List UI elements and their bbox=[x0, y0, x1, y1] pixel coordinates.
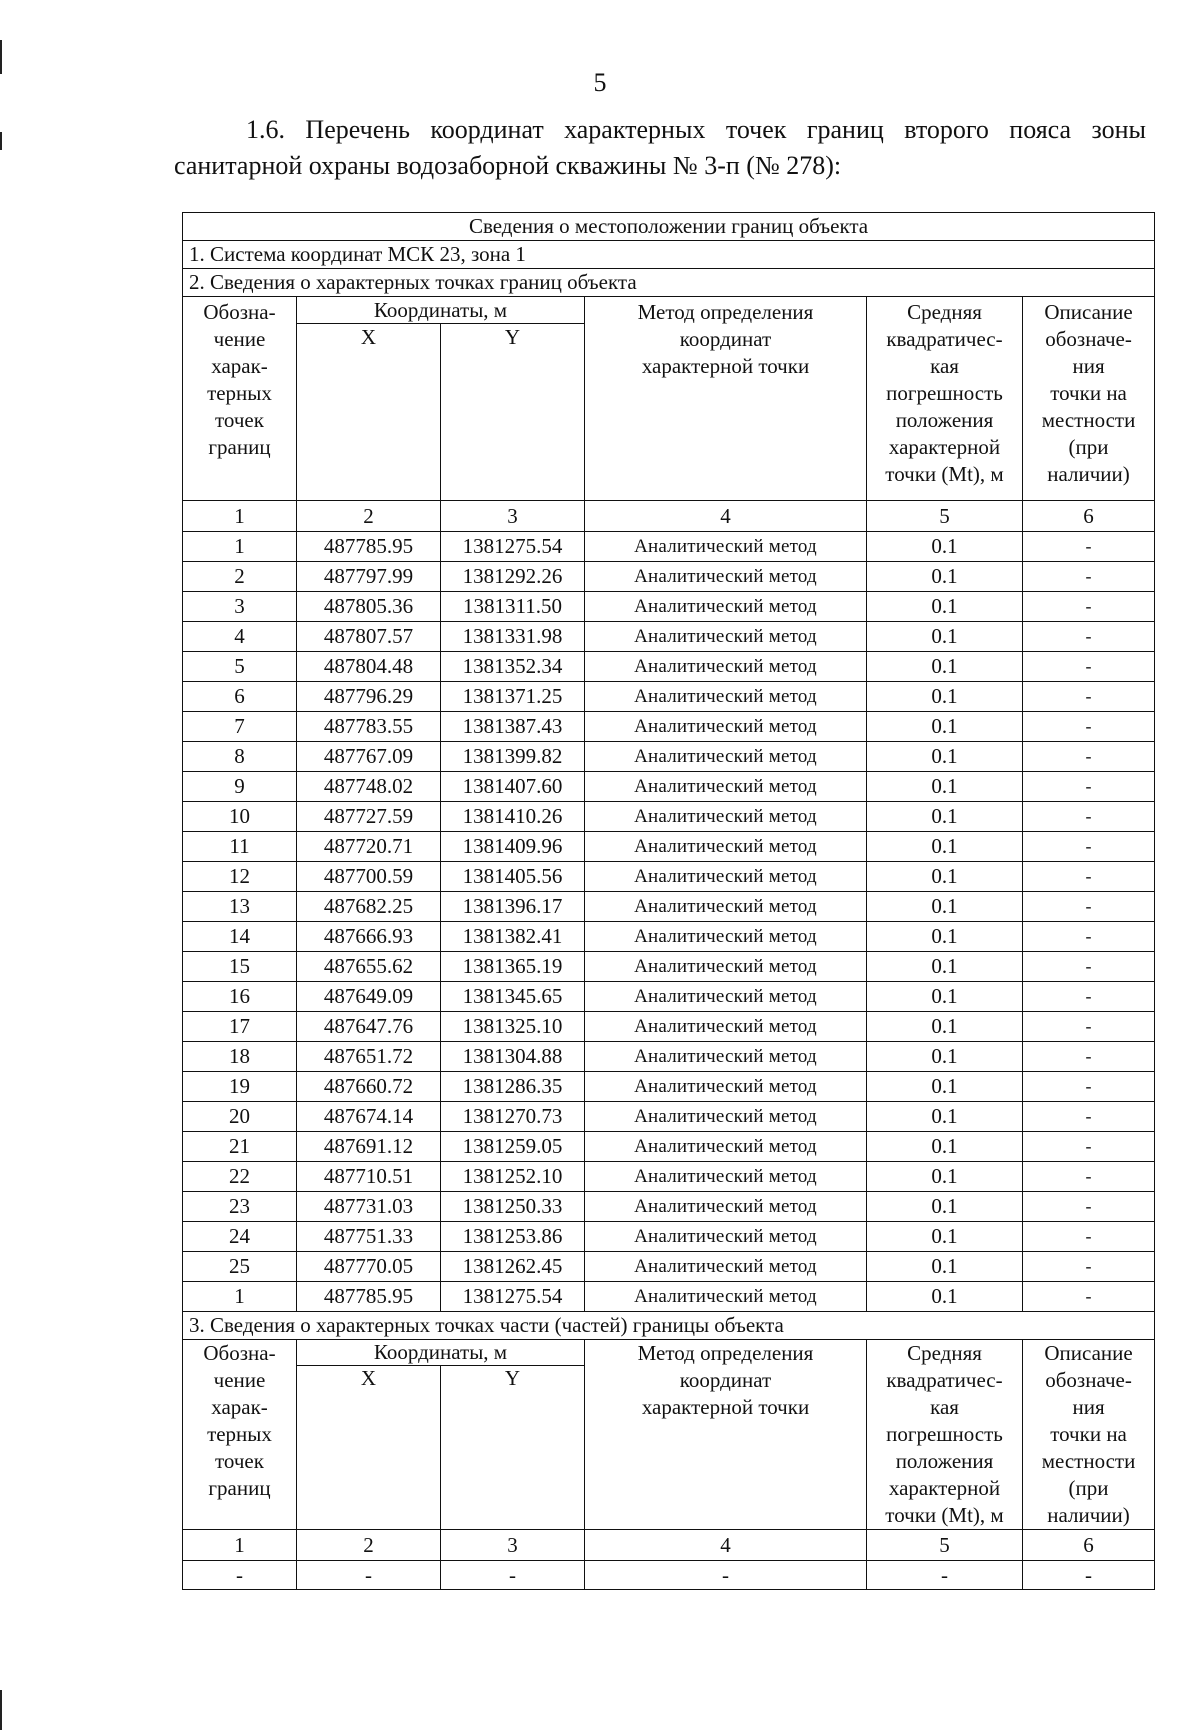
y-coordinate: 1381365.19 bbox=[441, 952, 585, 982]
x-coordinate: 487767.09 bbox=[297, 742, 441, 772]
point-number: 8 bbox=[183, 742, 297, 772]
page-number: 5 bbox=[593, 68, 607, 97]
table-row bbox=[183, 652, 1155, 682]
mean-square-error: 0.1 bbox=[867, 682, 1023, 712]
point-number: 1 bbox=[183, 532, 297, 562]
mean-square-error: 0.1 bbox=[867, 1282, 1023, 1312]
method: Аналитический метод bbox=[585, 592, 867, 622]
x-coordinate: 487660.72 bbox=[297, 1072, 441, 1102]
table-row bbox=[183, 712, 1155, 742]
x-coordinate: 487674.14 bbox=[297, 1102, 441, 1132]
point-description: - bbox=[1023, 892, 1155, 922]
x-coordinate: 487647.76 bbox=[297, 1012, 441, 1042]
method: Аналитический метод bbox=[585, 1042, 867, 1072]
col-number: 6 bbox=[1023, 501, 1155, 532]
table-row bbox=[183, 832, 1155, 862]
point-description: - bbox=[1023, 1282, 1155, 1312]
mean-square-error: 0.1 bbox=[867, 622, 1023, 652]
y-coordinate: 1381259.05 bbox=[441, 1132, 585, 1162]
table-row bbox=[183, 562, 1155, 592]
part-header-description: Описание обозначе- ния точки на местности (при наличии) bbox=[1023, 1340, 1155, 1530]
table-row bbox=[183, 1192, 1155, 1222]
part-header-method: Метод определения координат характерной точки bbox=[585, 1340, 867, 1530]
method: Аналитический метод bbox=[585, 1222, 867, 1252]
mean-square-error: 0.1 bbox=[867, 712, 1023, 742]
part-cell: - bbox=[1023, 1561, 1155, 1590]
x-coordinate: 487796.29 bbox=[297, 682, 441, 712]
y-coordinate: 1381252.10 bbox=[441, 1162, 585, 1192]
scan-edge-mark bbox=[0, 1690, 2, 1730]
method: Аналитический метод bbox=[585, 862, 867, 892]
y-coordinate: 1381331.98 bbox=[441, 622, 585, 652]
y-coordinate: 1381396.17 bbox=[441, 892, 585, 922]
point-number: 10 bbox=[183, 802, 297, 832]
table-row bbox=[183, 772, 1155, 802]
method: Аналитический метод bbox=[585, 892, 867, 922]
point-number: 12 bbox=[183, 862, 297, 892]
mean-square-error: 0.1 bbox=[867, 772, 1023, 802]
header-coordinates: Координаты, м bbox=[297, 297, 585, 324]
col-number: 1 bbox=[183, 501, 297, 532]
col-number: 4 bbox=[585, 501, 867, 532]
y-coordinate: 1381345.65 bbox=[441, 982, 585, 1012]
part-header-y: Y bbox=[441, 1365, 585, 1529]
mean-square-error: 0.1 bbox=[867, 562, 1023, 592]
point-number: 15 bbox=[183, 952, 297, 982]
table-row bbox=[183, 1072, 1155, 1102]
header-description: Описание обозначе- ния точки на местности (при наличии) bbox=[1023, 297, 1155, 501]
method: Аналитический метод bbox=[585, 1252, 867, 1282]
point-description: - bbox=[1023, 652, 1155, 682]
point-number: 2 bbox=[183, 562, 297, 592]
table-row bbox=[183, 1042, 1155, 1072]
heading-line-2: санитарной охраны водозаборной скважины № 3-п (№ 278): bbox=[174, 151, 842, 180]
mean-square-error: 0.1 bbox=[867, 1012, 1023, 1042]
table-row bbox=[183, 982, 1155, 1012]
x-coordinate: 487751.33 bbox=[297, 1222, 441, 1252]
y-coordinate: 1381409.96 bbox=[441, 832, 585, 862]
method: Аналитический метод bbox=[585, 1192, 867, 1222]
method: Аналитический метод bbox=[585, 1162, 867, 1192]
method: Аналитический метод bbox=[585, 1102, 867, 1132]
x-coordinate: 487785.95 bbox=[297, 532, 441, 562]
x-coordinate: 487785.95 bbox=[297, 1282, 441, 1312]
x-coordinate: 487770.05 bbox=[297, 1252, 441, 1282]
y-coordinate: 1381399.82 bbox=[441, 742, 585, 772]
y-coordinate: 1381270.73 bbox=[441, 1102, 585, 1132]
table-row bbox=[183, 1222, 1155, 1252]
part-header-x: X bbox=[297, 1365, 441, 1529]
mean-square-error: 0.1 bbox=[867, 832, 1023, 862]
table-row bbox=[183, 862, 1155, 892]
point-number: 24 bbox=[183, 1222, 297, 1252]
y-coordinate: 1381410.26 bbox=[441, 802, 585, 832]
point-number: 23 bbox=[183, 1192, 297, 1222]
y-coordinate: 1381311.50 bbox=[441, 592, 585, 622]
point-number: 9 bbox=[183, 772, 297, 802]
method: Аналитический метод bbox=[585, 652, 867, 682]
mean-square-error: 0.1 bbox=[867, 652, 1023, 682]
mean-square-error: 0.1 bbox=[867, 1192, 1023, 1222]
col-number: 3 bbox=[441, 501, 585, 532]
point-number: 7 bbox=[183, 712, 297, 742]
point-description: - bbox=[1023, 712, 1155, 742]
point-description: - bbox=[1023, 1162, 1155, 1192]
mean-square-error: 0.1 bbox=[867, 1162, 1023, 1192]
y-coordinate: 1381275.54 bbox=[441, 532, 585, 562]
part-cell: - bbox=[585, 1561, 867, 1590]
mean-square-error: 0.1 bbox=[867, 1072, 1023, 1102]
table-row bbox=[183, 1282, 1155, 1312]
mean-square-error: 0.1 bbox=[867, 1042, 1023, 1072]
mean-square-error: 0.1 bbox=[867, 922, 1023, 952]
x-coordinate: 487804.48 bbox=[297, 652, 441, 682]
point-description: - bbox=[1023, 562, 1155, 592]
part-col-number: 3 bbox=[441, 1530, 585, 1561]
mean-square-error: 0.1 bbox=[867, 1132, 1023, 1162]
mean-square-error: 0.1 bbox=[867, 1252, 1023, 1282]
y-coordinate: 1381371.25 bbox=[441, 682, 585, 712]
y-coordinate: 1381382.41 bbox=[441, 922, 585, 952]
y-coordinate: 1381387.43 bbox=[441, 712, 585, 742]
x-coordinate: 487797.99 bbox=[297, 562, 441, 592]
point-description: - bbox=[1023, 742, 1155, 772]
point-number: 11 bbox=[183, 832, 297, 862]
y-coordinate: 1381407.60 bbox=[441, 772, 585, 802]
header-designation: Обозна- чение харак- терных точек границ bbox=[183, 297, 297, 501]
point-description: - bbox=[1023, 592, 1155, 622]
point-number: 5 bbox=[183, 652, 297, 682]
point-number: 22 bbox=[183, 1162, 297, 1192]
heading-line-1: 1.6. Перечень координат характерных точек границ второго пояса зоны bbox=[246, 115, 1146, 144]
method: Аналитический метод bbox=[585, 982, 867, 1012]
point-number: 21 bbox=[183, 1132, 297, 1162]
part-col-number: 4 bbox=[585, 1530, 867, 1561]
x-coordinate: 487682.25 bbox=[297, 892, 441, 922]
x-coordinate: 487710.51 bbox=[297, 1162, 441, 1192]
point-number: 16 bbox=[183, 982, 297, 1012]
point-description: - bbox=[1023, 1222, 1155, 1252]
mean-square-error: 0.1 bbox=[867, 532, 1023, 562]
point-description: - bbox=[1023, 1102, 1155, 1132]
part-col-number: 1 bbox=[183, 1530, 297, 1561]
point-description: - bbox=[1023, 862, 1155, 892]
x-coordinate: 487805.36 bbox=[297, 592, 441, 622]
mean-square-error: 0.1 bbox=[867, 952, 1023, 982]
section-2-title: 2. Сведения о характерных точках границ объекта bbox=[183, 269, 1155, 297]
header-method: Метод определения координат характерной точки bbox=[585, 297, 867, 501]
point-number: 1 bbox=[183, 1282, 297, 1312]
method: Аналитический метод bbox=[585, 802, 867, 832]
part-cell: - bbox=[297, 1561, 441, 1590]
mean-square-error: 0.1 bbox=[867, 742, 1023, 772]
method: Аналитический метод bbox=[585, 1072, 867, 1102]
coordinate-system: 1. Система координат МСК 23, зона 1 bbox=[183, 241, 1155, 269]
table-row bbox=[183, 892, 1155, 922]
point-description: - bbox=[1023, 952, 1155, 982]
part-col-number: 6 bbox=[1023, 1530, 1155, 1561]
mean-square-error: 0.1 bbox=[867, 1102, 1023, 1132]
y-coordinate: 1381405.56 bbox=[441, 862, 585, 892]
header-y: Y bbox=[441, 324, 585, 501]
y-coordinate: 1381325.10 bbox=[441, 1012, 585, 1042]
table-row bbox=[183, 922, 1155, 952]
method: Аналитический метод bbox=[585, 1012, 867, 1042]
section-heading bbox=[174, 112, 1146, 184]
point-description: - bbox=[1023, 532, 1155, 562]
method: Аналитический метод bbox=[585, 622, 867, 652]
method: Аналитический метод bbox=[585, 832, 867, 862]
table-row bbox=[183, 742, 1155, 772]
y-coordinate: 1381253.86 bbox=[441, 1222, 585, 1252]
x-coordinate: 487783.55 bbox=[297, 712, 441, 742]
point-description: - bbox=[1023, 772, 1155, 802]
point-description: - bbox=[1023, 1132, 1155, 1162]
table-row bbox=[183, 802, 1155, 832]
point-number: 19 bbox=[183, 1072, 297, 1102]
method: Аналитический метод bbox=[585, 772, 867, 802]
part-col-number: 2 bbox=[297, 1530, 441, 1561]
point-number: 20 bbox=[183, 1102, 297, 1132]
point-description: - bbox=[1023, 1252, 1155, 1282]
part-header-designation: Обозна- чение харак- терных точек границ bbox=[183, 1340, 297, 1530]
table-row bbox=[183, 952, 1155, 982]
method: Аналитический метод bbox=[585, 952, 867, 982]
part-col-number: 5 bbox=[867, 1530, 1023, 1561]
x-coordinate: 487807.57 bbox=[297, 622, 441, 652]
header-error: Средняя квадратичес- кая погрешность положения характерной точки (Mt), м bbox=[867, 297, 1023, 501]
method: Аналитический метод bbox=[585, 1132, 867, 1162]
table-row bbox=[183, 1102, 1155, 1132]
table-row bbox=[183, 1132, 1155, 1162]
point-number: 18 bbox=[183, 1042, 297, 1072]
mean-square-error: 0.1 bbox=[867, 802, 1023, 832]
x-coordinate: 487720.71 bbox=[297, 832, 441, 862]
part-header-coordinates: Координаты, м bbox=[297, 1340, 585, 1366]
scan-edge-mark bbox=[0, 132, 2, 150]
mean-square-error: 0.1 bbox=[867, 862, 1023, 892]
point-number: 25 bbox=[183, 1252, 297, 1282]
method: Аналитический метод bbox=[585, 742, 867, 772]
table-row bbox=[183, 1012, 1155, 1042]
y-coordinate: 1381250.33 bbox=[441, 1192, 585, 1222]
point-description: - bbox=[1023, 682, 1155, 712]
header-x: X bbox=[297, 324, 441, 501]
x-coordinate: 487691.12 bbox=[297, 1132, 441, 1162]
point-number: 14 bbox=[183, 922, 297, 952]
point-description: - bbox=[1023, 1012, 1155, 1042]
part-cell: - bbox=[441, 1561, 585, 1590]
method: Аналитический метод bbox=[585, 562, 867, 592]
point-description: - bbox=[1023, 1192, 1155, 1222]
y-coordinate: 1381275.54 bbox=[441, 1282, 585, 1312]
y-coordinate: 1381262.45 bbox=[441, 1252, 585, 1282]
table-row bbox=[183, 1252, 1155, 1282]
mean-square-error: 0.1 bbox=[867, 1222, 1023, 1252]
point-description: - bbox=[1023, 1042, 1155, 1072]
x-coordinate: 487655.62 bbox=[297, 952, 441, 982]
table-row bbox=[183, 592, 1155, 622]
method: Аналитический метод bbox=[585, 922, 867, 952]
x-coordinate: 487748.02 bbox=[297, 772, 441, 802]
table-title: Сведения о местоположении границ объекта bbox=[183, 213, 1155, 241]
point-description: - bbox=[1023, 622, 1155, 652]
part-cell: - bbox=[183, 1561, 297, 1590]
part-header-error: Средняя квадратичес- кая погрешность положения характерной точки (Mt), м bbox=[867, 1340, 1023, 1530]
point-description: - bbox=[1023, 802, 1155, 832]
x-coordinate: 487731.03 bbox=[297, 1192, 441, 1222]
y-coordinate: 1381304.88 bbox=[441, 1042, 585, 1072]
method: Аналитический метод bbox=[585, 682, 867, 712]
point-number: 13 bbox=[183, 892, 297, 922]
point-number: 4 bbox=[183, 622, 297, 652]
table-row bbox=[183, 622, 1155, 652]
point-description: - bbox=[1023, 832, 1155, 862]
table-row bbox=[183, 532, 1155, 562]
point-number: 3 bbox=[183, 592, 297, 622]
mean-square-error: 0.1 bbox=[867, 592, 1023, 622]
point-description: - bbox=[1023, 922, 1155, 952]
x-coordinate: 487700.59 bbox=[297, 862, 441, 892]
x-coordinate: 487666.93 bbox=[297, 922, 441, 952]
method: Аналитический метод bbox=[585, 712, 867, 742]
part-cell: - bbox=[867, 1561, 1023, 1590]
table-row bbox=[183, 1162, 1155, 1192]
point-description: - bbox=[1023, 982, 1155, 1012]
coordinates-table bbox=[182, 212, 1155, 1590]
mean-square-error: 0.1 bbox=[867, 982, 1023, 1012]
y-coordinate: 1381286.35 bbox=[441, 1072, 585, 1102]
point-description: - bbox=[1023, 1072, 1155, 1102]
col-number: 2 bbox=[297, 501, 441, 532]
y-coordinate: 1381352.34 bbox=[441, 652, 585, 682]
table-row bbox=[183, 682, 1155, 712]
x-coordinate: 487651.72 bbox=[297, 1042, 441, 1072]
x-coordinate: 487649.09 bbox=[297, 982, 441, 1012]
method: Аналитический метод bbox=[585, 532, 867, 562]
y-coordinate: 1381292.26 bbox=[441, 562, 585, 592]
method: Аналитический метод bbox=[585, 1282, 867, 1312]
mean-square-error: 0.1 bbox=[867, 892, 1023, 922]
section-3-title: 3. Сведения о характерных точках части (частей) границы объекта bbox=[183, 1312, 1155, 1340]
point-number: 17 bbox=[183, 1012, 297, 1042]
point-number: 6 bbox=[183, 682, 297, 712]
x-coordinate: 487727.59 bbox=[297, 802, 441, 832]
col-number: 5 bbox=[867, 501, 1023, 532]
